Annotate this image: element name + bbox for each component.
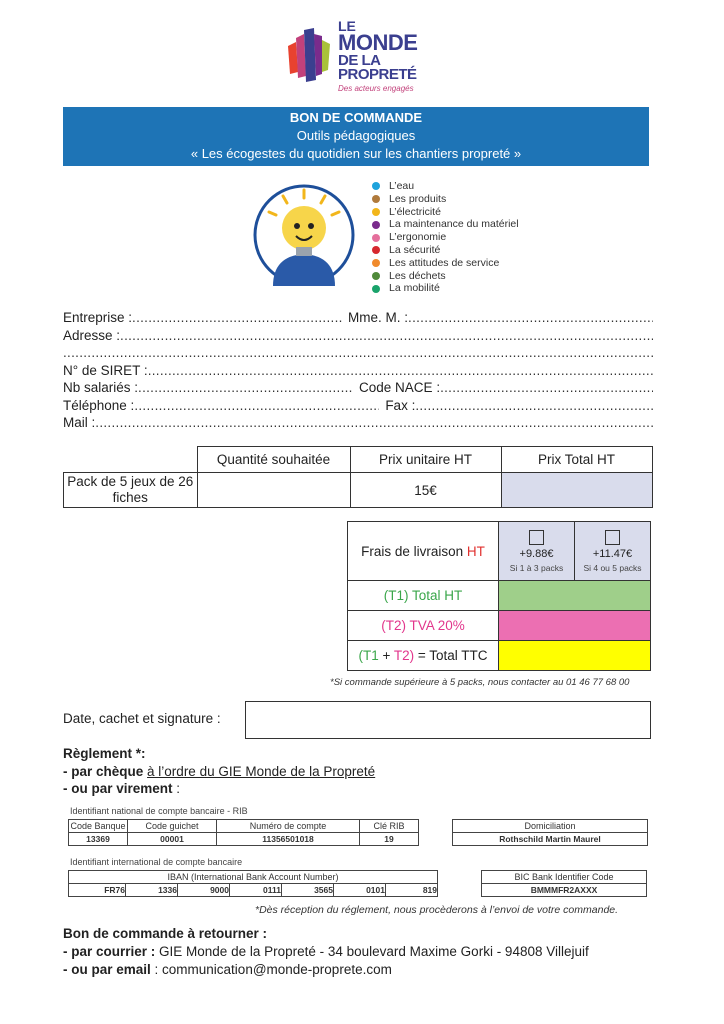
field-telephone-row bbox=[63, 397, 653, 415]
tva-label: (T2) TVA 20% bbox=[348, 611, 499, 641]
field-adresse-row bbox=[63, 327, 653, 345]
total-ht-cell[interactable] bbox=[499, 581, 651, 611]
theme-bullet-icon bbox=[372, 272, 380, 280]
product-name: Pack de 5 jeux de 26 fiches bbox=[64, 473, 198, 508]
theme-bullet-icon bbox=[372, 246, 380, 254]
iban-part-2: 1336 bbox=[126, 884, 178, 897]
col-prix-total: Prix Total HT bbox=[501, 447, 652, 473]
iban-part-4: 0111 bbox=[230, 884, 282, 897]
page-subtitle: Outils pédagogiques bbox=[296, 128, 416, 143]
iban-part-1: FR76 bbox=[69, 884, 126, 897]
ttc-t1: (T1 bbox=[358, 648, 379, 663]
salaries-label: Nb salariés : bbox=[63, 380, 139, 395]
theme-item bbox=[372, 193, 519, 206]
delivery-fee-label bbox=[348, 522, 499, 581]
field-salaries-row bbox=[63, 379, 653, 397]
theme-bullet-icon bbox=[372, 208, 380, 216]
theme-item bbox=[372, 180, 519, 193]
bic-header: BIC Bank Identifier Code bbox=[482, 871, 647, 884]
logo-le: LE bbox=[338, 18, 356, 34]
ttc-t2: T2) bbox=[393, 648, 415, 663]
page-title: BON DE COMMANDE bbox=[289, 110, 423, 125]
theme-item bbox=[372, 244, 519, 257]
reglement-note: *Dès réception du réglement, nous procèderons à l’envoi de votre commande. bbox=[255, 904, 619, 916]
theme-item bbox=[372, 218, 519, 231]
domiciliation-table bbox=[452, 819, 648, 846]
rib-table bbox=[68, 819, 419, 846]
siret-label: N° de SIRET : bbox=[63, 362, 148, 378]
theme-label: Les attitudes de service bbox=[389, 256, 500, 269]
logo-proprete: DE LA PROPRETÉ bbox=[338, 52, 417, 84]
delivery-option-2-checkbox[interactable] bbox=[605, 530, 620, 545]
return-title: Bon de commande à retourner : bbox=[63, 926, 268, 941]
delivery-option-1-note: Si 1 à 3 packs bbox=[509, 562, 564, 573]
rib-col-cle: Clé RIB bbox=[360, 820, 419, 833]
theme-label: Les produits bbox=[389, 192, 447, 205]
order-form-header bbox=[63, 107, 649, 166]
tva-cell[interactable] bbox=[499, 611, 651, 641]
rib-compte-value: 11356501018 bbox=[217, 833, 360, 846]
rib-guichet-value: 00001 bbox=[128, 833, 217, 846]
iban-caption: Identifiant international de compte bancaire bbox=[70, 857, 243, 867]
mme-label: Mme. M. : bbox=[348, 310, 409, 325]
payment-title: Règlement *: bbox=[63, 746, 146, 761]
salaries-field[interactable] bbox=[138, 379, 353, 397]
col-prix-unitaire: Prix unitaire HT bbox=[350, 447, 501, 473]
dom-header: Domiciliation bbox=[453, 820, 648, 833]
telephone-field[interactable] bbox=[134, 397, 379, 415]
quantity-input[interactable] bbox=[197, 473, 350, 508]
theme-label: L’ergonomie bbox=[389, 231, 447, 244]
total-ttc-cell[interactable] bbox=[499, 641, 651, 671]
theme-label: L’électricité bbox=[389, 205, 441, 218]
order-table bbox=[63, 446, 653, 508]
mme-field[interactable] bbox=[408, 309, 653, 327]
rib-col-compte: Numéro de compte bbox=[217, 820, 360, 833]
theme-label: La maintenance du matériel bbox=[389, 218, 519, 231]
theme-bullet-icon bbox=[372, 221, 380, 229]
adresse-label: Adresse : bbox=[63, 327, 121, 343]
signature-box[interactable] bbox=[245, 701, 651, 739]
adresse-field[interactable] bbox=[120, 327, 653, 345]
cheque-lead: - par chèque bbox=[63, 763, 144, 779]
fees-table bbox=[347, 521, 651, 671]
theme-label: La sécurité bbox=[389, 243, 441, 256]
nace-label: Code NACE : bbox=[359, 380, 441, 395]
ttc-rest: = Total TTC bbox=[414, 648, 488, 663]
rib-cle-value: 19 bbox=[360, 833, 419, 846]
delivery-option-1-price: +9.88€ bbox=[519, 547, 554, 560]
theme-list bbox=[372, 180, 519, 295]
packs-note: *Si commande supérieure à 5 packs, nous contacter au 01 46 77 68 00 bbox=[330, 677, 630, 688]
signature-label: Date, cachet et signature : bbox=[63, 711, 221, 726]
entreprise-field[interactable] bbox=[132, 309, 342, 327]
col-quantite: Quantité souhaitée bbox=[197, 447, 350, 473]
virement-colon: : bbox=[172, 781, 181, 796]
iban-part-6: 0101 bbox=[334, 884, 386, 897]
theme-bullet-icon bbox=[372, 195, 380, 203]
email-address: : communication@monde-proprete.com bbox=[150, 962, 392, 977]
theme-item bbox=[372, 231, 519, 244]
iban-part-7: 819 bbox=[386, 884, 438, 897]
delivery-option-1-checkbox[interactable] bbox=[529, 530, 544, 545]
lightbulb-mascot-illustration bbox=[253, 184, 355, 286]
total-ttc-label bbox=[348, 641, 499, 671]
siret-field[interactable] bbox=[148, 362, 653, 380]
telephone-label: Téléphone : bbox=[63, 397, 135, 413]
logo-mark-icon bbox=[286, 26, 334, 82]
delivery-option-2-price: +11.47€ bbox=[592, 547, 633, 560]
mail-field[interactable] bbox=[95, 414, 653, 432]
theme-label: L’eau bbox=[389, 180, 415, 192]
fax-field[interactable] bbox=[415, 397, 653, 415]
theme-item bbox=[372, 282, 519, 295]
theme-bullet-icon bbox=[372, 234, 380, 242]
rib-caption: Identifiant national de compte bancaire - RIB bbox=[70, 806, 248, 816]
nace-field[interactable] bbox=[440, 379, 653, 397]
delivery-fee-ht: HT bbox=[466, 543, 485, 559]
field-entreprise-row bbox=[63, 309, 653, 327]
courrier-lead: - par courrier : bbox=[63, 944, 156, 959]
rib-banque-value: 13369 bbox=[69, 833, 128, 846]
rib-col-banque: Code Banque bbox=[70, 821, 126, 831]
bic-value: BMMMFR2AXXX bbox=[482, 884, 647, 897]
page-theme: « Les écogestes du quotidien sur les chantiers propreté » bbox=[190, 146, 522, 161]
total-ht-label: (T1) Total HT bbox=[348, 581, 499, 611]
theme-item bbox=[372, 206, 519, 219]
theme-bullet-icon bbox=[372, 285, 380, 293]
mail-label: Mail : bbox=[63, 415, 96, 430]
delivery-fee-text: Frais de livraison bbox=[361, 543, 464, 559]
field-siret-row bbox=[63, 362, 653, 380]
payment-section bbox=[63, 745, 375, 798]
iban-header: IBAN (International Bank Account Number) bbox=[69, 871, 438, 884]
virement-lead: - ou par virement bbox=[63, 781, 173, 796]
fax-label: Fax : bbox=[385, 397, 416, 413]
iban-part-5: 3565 bbox=[282, 884, 334, 897]
ttc-plus: + bbox=[378, 648, 394, 663]
iban-part-3: 9000 bbox=[178, 884, 230, 897]
dom-value: Rothschild Martin Maurel bbox=[453, 833, 648, 846]
delivery-option-1[interactable] bbox=[499, 522, 575, 581]
courrier-address: GIE Monde de la Propreté - 34 boulevard Maxime Gorki - 94808 Villejuif bbox=[155, 944, 589, 959]
field-mail-row bbox=[63, 414, 653, 432]
delivery-option-2-note: Si 4 ou 5 packs bbox=[583, 562, 642, 573]
logo-tagline: Des acteurs engagés bbox=[338, 83, 414, 93]
iban-table bbox=[68, 870, 438, 897]
rib-col-guichet: Code guichet bbox=[128, 820, 217, 833]
logo-monde: MONDE bbox=[338, 30, 418, 56]
bic-table bbox=[481, 870, 647, 897]
total-price-cell[interactable] bbox=[501, 473, 652, 508]
unit-price: 15€ bbox=[350, 473, 501, 508]
adresse-field-line2[interactable] bbox=[63, 344, 653, 362]
theme-item bbox=[372, 270, 519, 283]
order-table-corner bbox=[64, 447, 198, 473]
field-adresse2-row bbox=[63, 344, 653, 362]
brand-logo bbox=[286, 20, 446, 92]
cheque-text: à l’ordre du GIE Monde de la Propreté bbox=[147, 763, 376, 779]
entreprise-label: Entreprise : bbox=[63, 310, 133, 325]
delivery-option-2[interactable] bbox=[575, 522, 651, 581]
email-lead: - ou par email bbox=[63, 962, 151, 977]
customer-form bbox=[63, 309, 653, 432]
theme-label: La mobilité bbox=[389, 282, 440, 295]
theme-bullet-icon bbox=[372, 259, 380, 267]
theme-label: Les déchets bbox=[389, 269, 446, 282]
theme-item bbox=[372, 257, 519, 270]
theme-bullet-icon bbox=[372, 182, 380, 190]
return-section bbox=[63, 925, 589, 979]
